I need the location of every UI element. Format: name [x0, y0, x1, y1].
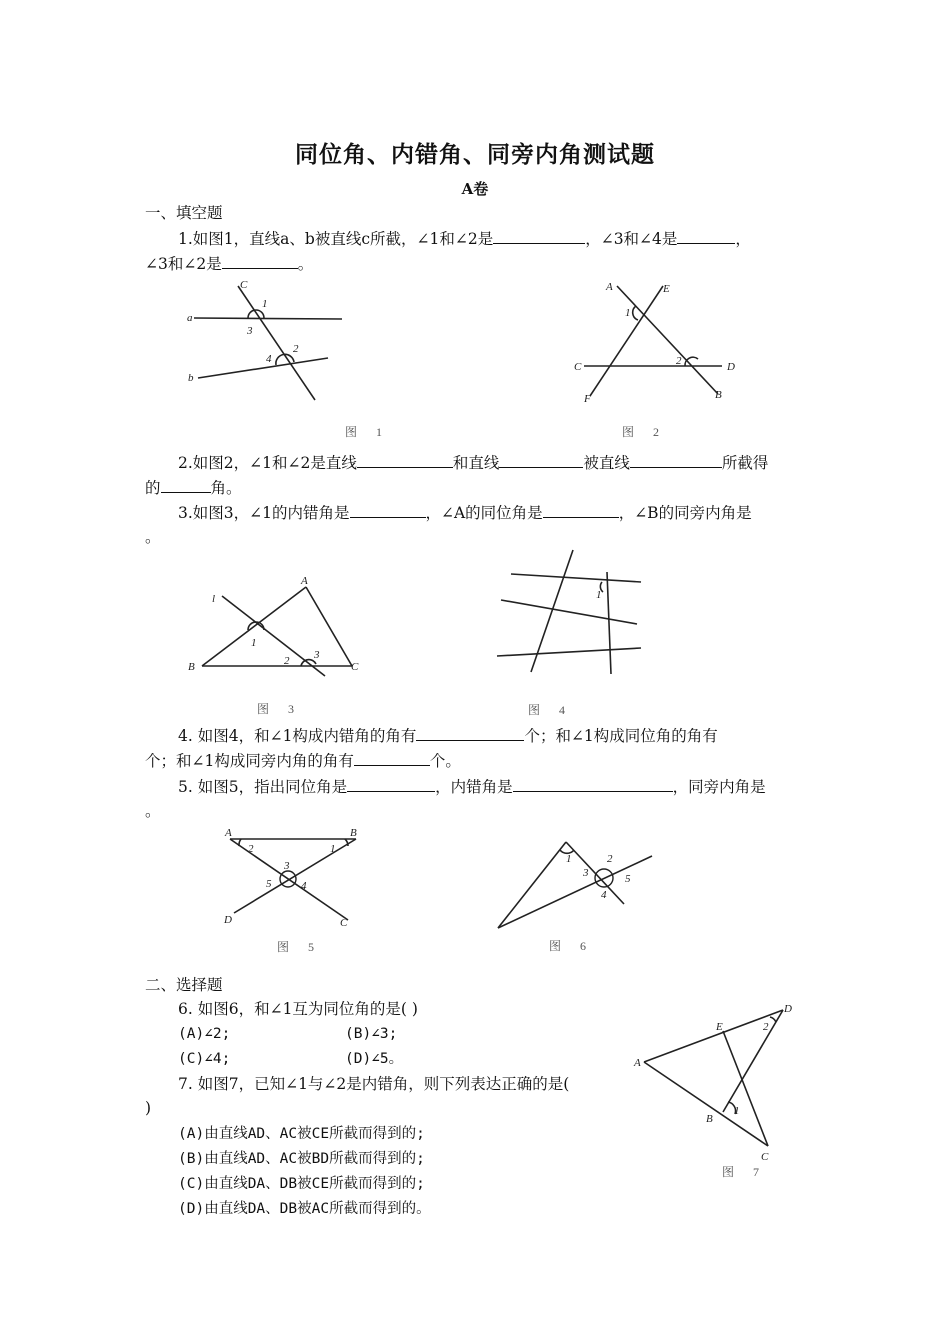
figure-caption: 图 4 — [528, 703, 574, 717]
fig-label: 3 — [284, 860, 290, 872]
figure-caption: 图 5 — [277, 940, 323, 954]
line-ac — [644, 1062, 768, 1146]
question-3-cont: 。 — [145, 528, 161, 546]
figure-caption: 图 3 — [257, 702, 303, 716]
section-fill-blank: 一、填空题 — [145, 204, 223, 222]
fig-label: A — [634, 1057, 641, 1069]
fig-label: 4 — [601, 889, 607, 901]
question-3: 3.如图3，∠1的内错角是 ，∠A的同位角是 ，∠B的同旁内角是 — [178, 500, 752, 525]
question-4: 4. 如图4，和∠1构成内错角的角有 个；和∠1构成同位角的角有 — [178, 723, 718, 748]
fig-label: F — [584, 393, 591, 405]
fig-label: 1 — [566, 853, 572, 865]
fig-label: 4 — [266, 353, 272, 365]
question-1: 1.如图1，直线a、b被直线c所截，∠1和∠2是 ，∠3和∠4是 ， — [178, 226, 751, 251]
angle-arc — [770, 1017, 776, 1022]
answer-blank[interactable] — [630, 450, 722, 468]
answer-blank[interactable] — [499, 450, 583, 468]
fig-label: B — [188, 661, 195, 673]
fig-label: 3 — [247, 325, 253, 337]
fig-label: 1 — [251, 637, 257, 649]
answer-blank[interactable] — [416, 723, 524, 741]
fig-label: C — [351, 661, 359, 673]
line-ab — [617, 286, 718, 394]
line-ad — [644, 1010, 783, 1062]
figure-6 — [494, 836, 659, 956]
fig-label: A — [225, 827, 232, 839]
fig-label: l — [212, 593, 216, 605]
transversal-2 — [607, 572, 611, 674]
option-a[interactable]: (A)∠2; — [178, 1026, 231, 1042]
fig-label: 3 — [314, 649, 320, 661]
fig-label: A — [301, 575, 308, 587]
figure-7 — [630, 1000, 800, 1185]
fig-label: 1 — [262, 298, 268, 310]
line-b — [198, 358, 328, 378]
question-7-cont: ) — [145, 1099, 152, 1117]
line-left — [498, 842, 566, 928]
line-ef — [590, 286, 663, 396]
option-a[interactable]: (A)由直线AD、AC被CE所截而得到的; — [178, 1126, 425, 1142]
fig-label: 2 — [284, 655, 290, 667]
fig-label: 2 — [763, 1021, 769, 1033]
fig-label: 2 — [676, 355, 682, 367]
fig-label: b — [188, 372, 194, 384]
figure-caption: 图 2 — [622, 425, 668, 439]
option-b[interactable]: (B)∠3; — [345, 1026, 398, 1042]
answer-blank[interactable] — [347, 774, 435, 792]
fig-label: C — [240, 279, 248, 291]
option-d[interactable]: (D)∠5。 — [345, 1051, 404, 1067]
line-l — [222, 596, 325, 676]
fig-label: 5 — [266, 878, 272, 890]
option-d[interactable]: (D)由直线DA、DB被AC所截而得到的。 — [178, 1201, 431, 1217]
answer-blank[interactable] — [513, 774, 673, 792]
line-db — [723, 1010, 783, 1112]
answer-blank[interactable] — [161, 475, 211, 493]
question-4-cont: 个；和∠1构成同旁内角的角有 个。 — [145, 748, 461, 773]
line-a — [194, 318, 342, 319]
figure-3 — [180, 570, 380, 720]
fig-label: 3 — [583, 867, 589, 879]
fig-label: B — [350, 827, 357, 839]
fig-label: 5 — [625, 873, 631, 885]
figure-5 — [222, 825, 372, 955]
fig-label: B — [715, 389, 722, 401]
question-5: 5. 如图5，指出同位角是 ，内错角是 ，同旁内角是 — [178, 774, 766, 799]
fig-label: 1 — [596, 589, 602, 601]
question-1-cont: ∠3和∠2是 。 — [145, 251, 313, 276]
parallel-line — [511, 574, 641, 582]
option-c[interactable]: (C)由直线DA、DB被CE所截而得到的; — [178, 1176, 425, 1192]
answer-blank[interactable] — [350, 500, 426, 518]
answer-blank[interactable] — [357, 450, 453, 468]
figure-caption: 图 7 — [722, 1165, 768, 1179]
fig-label: C — [574, 361, 582, 373]
fig-label: E — [716, 1021, 723, 1033]
figure-caption: 图 1 — [345, 425, 391, 439]
parallel-line — [497, 648, 641, 656]
fig-label: 4 — [301, 880, 307, 892]
answer-blank[interactable] — [677, 226, 735, 244]
figure-1 — [180, 278, 391, 443]
fig-label: D — [727, 361, 735, 373]
line-ba — [202, 587, 306, 666]
fig-label: C — [761, 1151, 769, 1163]
parallel-line — [501, 600, 637, 624]
line-ac — [306, 587, 352, 666]
question-6: 6. 如图6，和∠1互为同位角的是( ) — [178, 1000, 418, 1018]
answer-blank[interactable] — [222, 251, 298, 269]
fig-label: E — [663, 283, 670, 295]
figure-2 — [570, 280, 750, 442]
line-base — [498, 856, 652, 928]
fig-label: 2 — [248, 843, 254, 855]
answer-blank[interactable] — [543, 500, 619, 518]
answer-blank[interactable] — [493, 226, 585, 244]
option-c[interactable]: (C)∠4; — [178, 1051, 231, 1067]
page-title: 同位角、内错角、同旁内角测试题 — [295, 141, 655, 168]
answer-blank[interactable] — [354, 748, 430, 766]
fig-label: B — [706, 1113, 713, 1125]
fig-label: C — [340, 917, 348, 929]
fig-label: a — [187, 312, 193, 324]
question-2: 2.如图2，∠1和∠2是直线 和直线 被直线 所截得 — [178, 450, 768, 475]
fig-label: 2 — [293, 343, 299, 355]
fig-label: 2 — [607, 853, 613, 865]
fig-label: 1 — [734, 1105, 740, 1117]
volume-label: A卷 — [461, 180, 489, 198]
fig-label: 1 — [625, 307, 631, 319]
fig-label: A — [606, 281, 613, 293]
figure-caption: 图 6 — [549, 939, 595, 953]
figure-4 — [495, 548, 655, 720]
line-c — [238, 286, 315, 400]
question-5-cont: 。 — [145, 802, 161, 820]
fig-label: D — [784, 1003, 792, 1015]
question-7: 7. 如图7，已知∠1与∠2是内错角，则下列表达正确的是( — [178, 1075, 570, 1093]
section-multiple-choice: 二、选择题 — [145, 976, 223, 994]
fig-label: 1 — [330, 843, 336, 855]
question-2-cont: 的 角。 — [145, 475, 242, 500]
option-b[interactable]: (B)由直线AD、AC被BD所截而得到的; — [178, 1151, 425, 1167]
fig-label: D — [224, 914, 232, 926]
